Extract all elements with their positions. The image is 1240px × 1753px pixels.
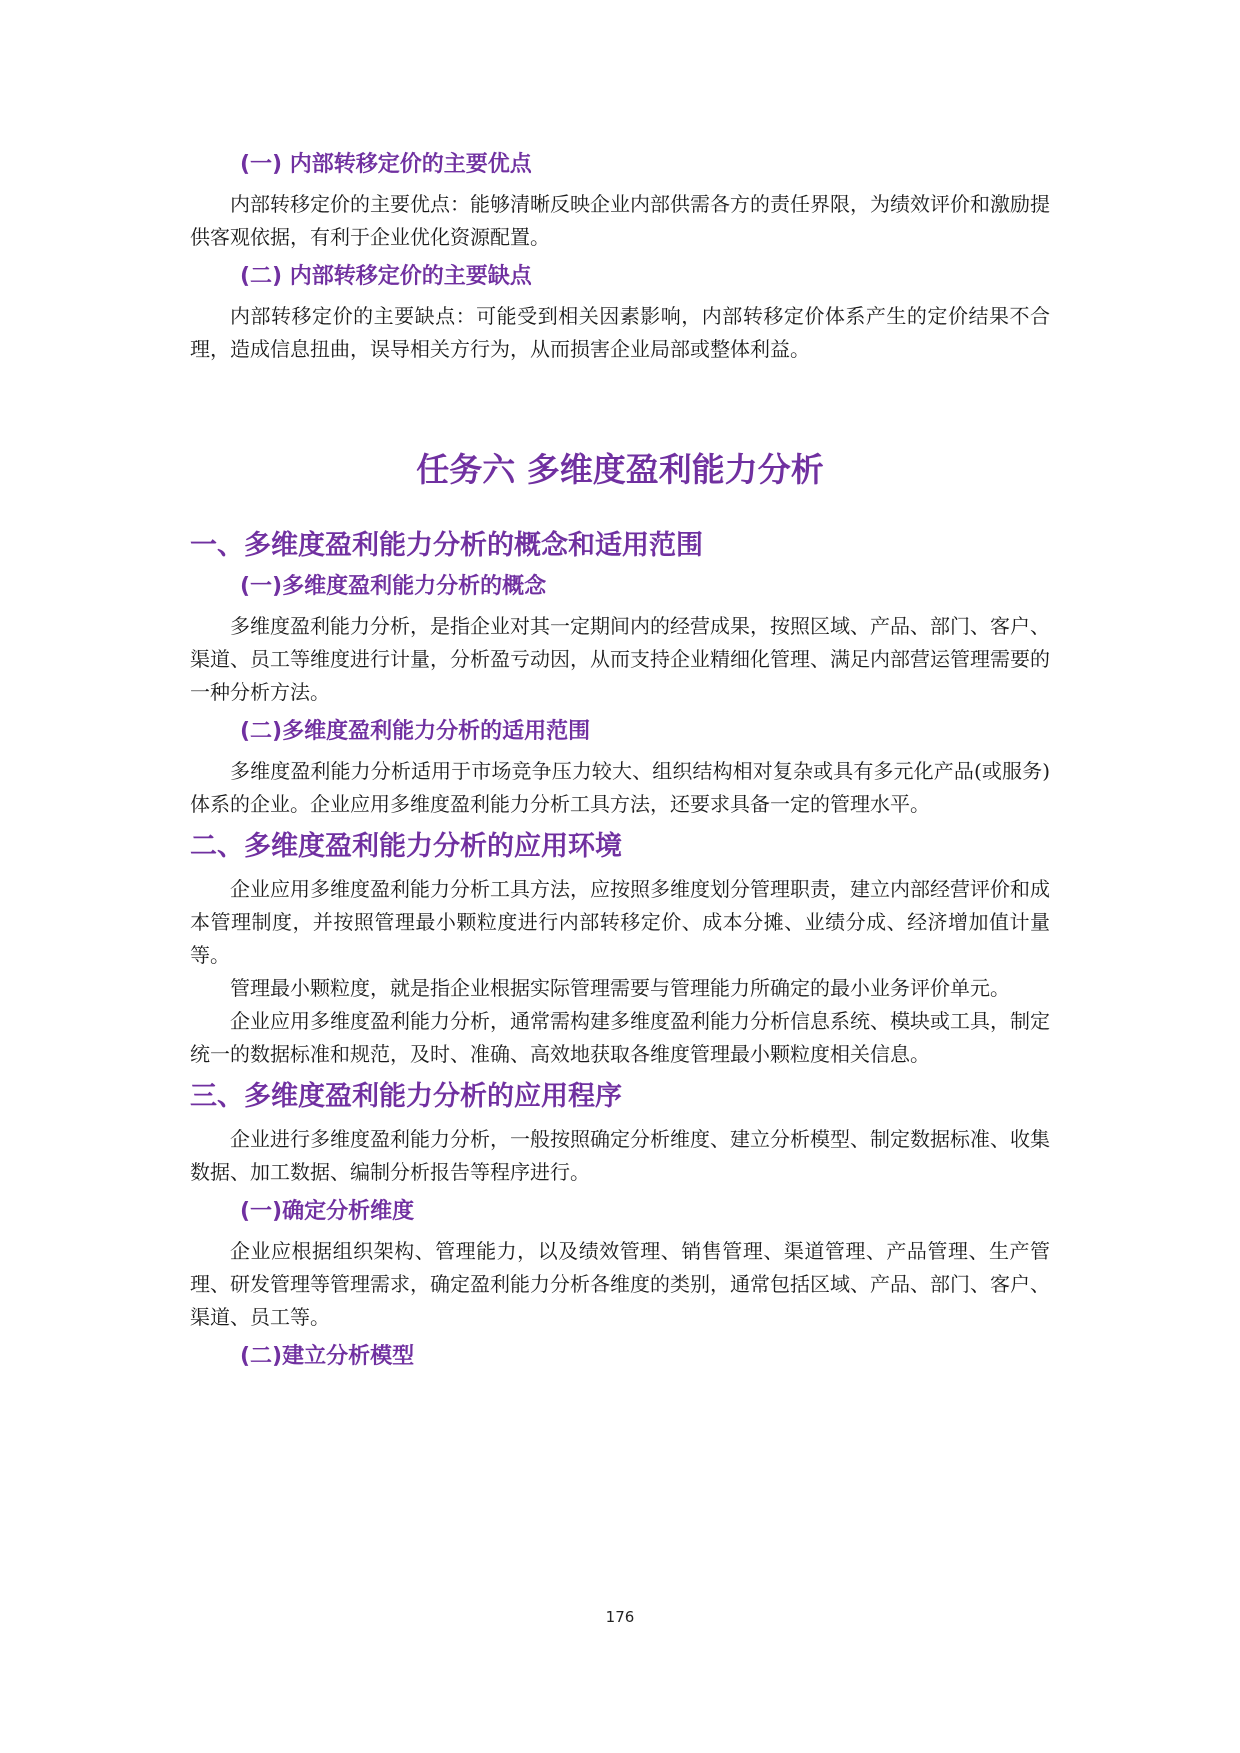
task-title: 任务六 多维度盈利能力分析 (416, 450, 824, 489)
paragraph-scope: 多维度盈利能力分析适用于市场竞争压力较大、组织结构相对复杂或具有多元化产品(或服务)体系的企业。企业应用多维度盈利能力分析工具方法，还要求具备一定的管理水平。 (190, 759, 1050, 816)
subheading-scope: (二)多维度盈利能力分析的适用范围 (240, 719, 591, 744)
subheading-disadvantages: (二) 内部转移定价的主要缺点 (240, 264, 532, 289)
subheading-concept: (一)多维度盈利能力分析的概念 (240, 574, 547, 599)
subheading-determine-dimensions: (一)确定分析维度 (240, 1199, 415, 1224)
section-heading-environment: 二、多维度盈利能力分析的应用环境 (190, 831, 622, 862)
paragraph-concept: 多维度盈利能力分析，是指企业对其一定期间内的经营成果，按照区域、产品、部门、客户、渠道、员工等维度进行计量，分析盈亏动因，从而支持企业精细化管理、满足内部营运管理需要的一种分析方法。 (190, 614, 1050, 704)
section-heading-procedure: 三、多维度盈利能力分析的应用程序 (190, 1081, 622, 1112)
paragraph-procedure-intro: 企业进行多维度盈利能力分析，一般按照确定分析维度、建立分析模型、制定数据标准、收集数据、加工数据、编制分析报告等程序进行。 (190, 1127, 1050, 1184)
subheading-advantages: (一) 内部转移定价的主要优点 (240, 152, 532, 177)
paragraph-environment-3: 企业应用多维度盈利能力分析，通常需构建多维度盈利能力分析信息系统、模块或工具，制定统一的数据标准和规范，及时、准确、高效地获取各维度管理最小颗粒度相关信息。 (190, 1009, 1050, 1066)
subheading-build-model: (二)建立分析模型 (240, 1344, 415, 1369)
document-body (190, 150, 1050, 1380)
section-heading-concept-scope: 一、多维度盈利能力分析的概念和适用范围 (190, 530, 703, 561)
paragraph-disadvantages: 内部转移定价的主要缺点：可能受到相关因素影响，内部转移定价体系产生的定价结果不合理，造成信息扭曲，误导相关方行为，从而损害企业局部或整体利益。 (190, 304, 1050, 361)
paragraph-environment-1: 企业应用多维度盈利能力分析工具方法，应按照多维度划分管理职责，建立内部经营评价和成本管理制度，并按照管理最小颗粒度进行内部转移定价、成本分摊、业绩分成、经济增加值计量等。 (190, 877, 1050, 967)
paragraph-determine-dimensions: 企业应根据组织架构、管理能力，以及绩效管理、销售管理、渠道管理、产品管理、生产管理、研发管理等管理需求，确定盈利能力分析各维度的类别，通常包括区域、产品、部门、客户、渠道、员工等。 (190, 1239, 1050, 1329)
page-number: 176 (605, 1608, 635, 1626)
paragraph-advantages: 内部转移定价的主要优点：能够清晰反映企业内部供需各方的责任界限，为绩效评价和激励提供客观依据，有利于企业优化资源配置。 (190, 192, 1050, 249)
paragraph-environment-2: 管理最小颗粒度，就是指企业根据实际管理需要与管理能力所确定的最小业务评价单元。 (230, 976, 1010, 1000)
